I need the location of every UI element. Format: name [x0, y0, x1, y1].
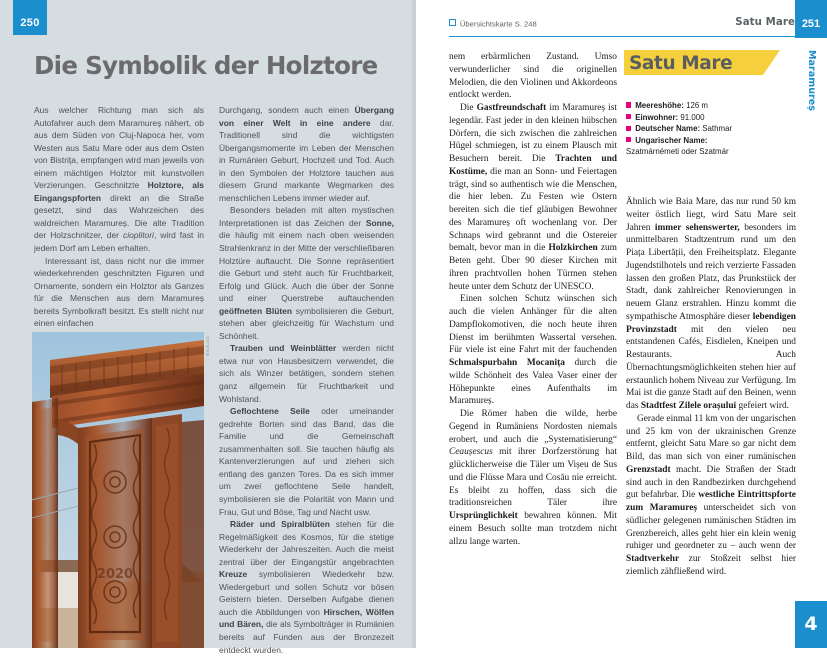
fact-label: Ungarischer Name: [635, 135, 708, 145]
fact-label: Einwohner: [635, 112, 679, 122]
right-page [416, 0, 827, 648]
fact-label: Deutscher Name: [635, 124, 701, 134]
fact-value-continuation: Szatmárnémeti oder Szatmár [626, 147, 729, 157]
paragraph: Durchgang, sondern auch einen Übergang von einer Welt in eine andere dar. Traditionell sind die wichtigsten Übergangsmomente im Leben der Menschen in Rumänien Geburt, Hochzeit und Tod. Auch in den Symbolen der Holztore tauchen aus diesem Grund markante Wegmarken des menschlichen Lebens immer wieder auf. [219, 105, 394, 203]
paragraph: Besonders beladen mit alten mystischen Interpretationen ist das Zeichen der Sonne, die häufig mit einem nach oben weisenden Strahlenkranz in der Mitte der verschließbaren Holztüre auftaucht. Die Sonne repräsentiert die Geburt und steht auch für Fruchtbarkeit, Erfolg und Glück. Auch die über der Sonne und einer Querstrebe auftauchenden geöffneten Blüten symbolisieren die Geburt, stehen aber gleichzeitig für Wachstum und Schönheit. [219, 205, 394, 341]
paragraph: nem erbärmlichen Zustand. Umso verwunderlicher sind die originellen Melodien, die den Violinen und Akkordeons entlockt werden. [449, 52, 617, 101]
paragraph: Trauben und Weinblätter werden nicht etwa nur von Hausbesitzern verwendet, die sich als Winzer betätigen, sondern stehen ganz allgemein für Fruchtbarkeit und Wohlstand. [219, 343, 394, 404]
header-overview-map-reference [449, 19, 537, 28]
page-title: Die Symbolik der Holztore [34, 51, 378, 80]
fact-value: Sathmar [700, 124, 733, 134]
section-banner [624, 50, 780, 75]
city-facts-list [626, 100, 798, 158]
paragraph: Geflochtene Seile oder umeinander gedrehte Borten sind das Band, das die Familie und die Gemeinschaft zusammenhalten soll. Sie tauchen häufig als Kantenverzierungen auf und ziehen sich entlang des ganzen Tores. Da es sich immer um zwei geflochtene Seile handelt, symbolisieren sie die Polarität von Mann und Frau, Gut und Böse, Tag und Nacht usw. [219, 406, 394, 517]
fact-row [626, 100, 798, 112]
paragraph: Die Gastfreundschaft im Maramureș ist legendär. Fast jeder in den kleinen hübschen Dörfern, die sich zwischen die zahlreichen Hügel schmiegen, ist zu einem Plausch mit Besuchern bereit. Die Trachten und Kostüme, die man an Sonn- und Feiertagen trägt, sind so authentisch wie die Menschen, die hier leben. Zu Festen wie Ostern bereiten sich die tief gläubigen Bewohner des Maramureș oft wochenlang vor. Der Schnaps wird gebrannt und die Ostereier bemalt, bevor man in die Holzkirchen zum Beten geht. Über 90 dieser Kirchen mit ihren prachtvollen hohen Türmen stehen heute unter dem Schutz der UNESCO. [449, 103, 618, 292]
page-number-left: 250 [20, 17, 40, 29]
square-bullet-icon [626, 126, 631, 131]
section-banner-title: Satu Mare [629, 53, 733, 74]
fact-row [626, 112, 798, 124]
fact-row [626, 123, 798, 135]
side-tab-maramures [795, 44, 827, 204]
page-number-right: 251 [801, 18, 821, 30]
map-square-icon [449, 19, 456, 26]
paragraph: Ähnlich wie Baia Mare, das nur rund 50 km weiter östlich liegt, wird Satu Mare seit Jahren immer sehenswerter, besonders im unmittelbaren Stadtzentrum rund um den Piața Libertății, den Freiheitsplatz. Elegante Jugendstilhotels und reich verzierte Fassaden lassen den großen Platz, das Prunkstück der Stadt, dank zahlreicher Renovierungen in neuem Glanz erstrahlen. Hinzu kommt die sympathische Atmosphäre dieser lebendigen Provinzstadt mit den vielen neu entstandenen Cafés, Eisdielen, Kneipen und Restaurants. Auch Übernachtungsmöglichkeiten stehen hier auf erstaunlich hohem Niveau zur Verfügung. Im Mai ist die ganze Stadt auf den Beinen, wenn das Stadtfest Zilele orașului gefeiert wird. [626, 197, 797, 411]
left-page [0, 0, 412, 655]
wooden-gate-photo [32, 332, 204, 648]
fact-value: 126 m [683, 101, 708, 110]
paragraph: Räder und Spiralblüten stehen für die Regelmäßigkeit des Kosmos, für die stetige Wiederkehr der Jahreszeiten. Auch die meist zentral über der Eingangstür angebrachten Kreuze symbolisieren Wiederkehr bzw. Wiedergeburt und sollen Schutz vor bösen Geistern bieten. Derselben Aufgabe dienen auch die Abbildungen von Hirschen, Wölfen und Bären, die als Symbolträger in Rumänien bereits auf Funden aus der Bronzezeit entdeckt wurden. [219, 519, 395, 655]
svg-text:2020: 2020 [96, 567, 134, 582]
paragraph: Gerade einmal 11 km von der ungarischen und 25 km von der ukrainischen Grenze entfernt, gleicht Satu Mare so gar nicht dem Bild, das man sich von einer rumänischen Grenzstadt macht. Die Straßen der Stadt sind auch in den Randbezirken durchgehend gut befahrbar. Die westliche Eintrittspforte zum Maramureș unterscheidet sich von südlicher gelegenen rumänischen Städten im Grenzbereich, alles geht hier ein klein wenig ruhiger und geordneter zu – auch wenn der Stadtverkehr zur Stoßzeit selbst hier ziemlich zähfließend wird. [626, 413, 796, 577]
page-number-block-right [795, 0, 827, 38]
header-section-title: Satu Mare [735, 17, 795, 28]
paragraph: Aus welcher Richtung man sich als Autofahrer auch dem Maramureș nähert, ob aus dem Süden von Cluj-Napoca her, vom Westen aus Satu Mare oder aus dem Osten von Bistrița, empfangen wird man jeweils von einem mächtigen Holztor mit kunstvollen Verzierungen. Geschnitzte Holztore, als Eingangspforten direkt an die Straße gesetzt, sind das Wahrzeichen des waldreichen Maramureș. Die alte Tradition der Holzschnitzer, der cioplitori, wird fast in jedem Dorf am Leben erhalten. [34, 105, 204, 254]
paragraph: Interessant ist, dass nicht nur die immer wiederkehrenden geschnitzten Figuren und Ornamente, sondern ein Holztor als Ganzes für die Menschen aus dem Maramureș bereits Symbolkraft besitzt. Es stellt nicht nur einen einfachen [34, 255, 204, 329]
chapter-number: 4 [804, 613, 818, 635]
fact-row [626, 135, 798, 147]
chapter-number-block [795, 601, 827, 648]
fact-value: 91.000 [678, 112, 705, 122]
left-column-a [34, 104, 204, 330]
side-tab-label: Maramureș [806, 50, 817, 112]
right-column-b [626, 196, 796, 579]
paragraph: Einen solchen Schutz wünschen sich auch die vielen Anhänger für die alten Dampflokomotiven, die noch heute ihren Dienst im berühmten Wassertal versehen. Für viele ist eine Fahrt mit der fauchenden Schmalspurbahn Mocanița durch die wilde Schönheit des Valea Vaser einer der Höhepunkte eines Aufenthalts im Maramureș. [449, 294, 617, 407]
header-overview-map-label: Übersichtskarte S. 248 [459, 19, 537, 29]
paragraph: Die Römer haben die wilde, herbe Gegend in Rumäniens Nordosten niemals erobert, und auch die „Systematisierung“ Ceaușescus mit ihrer Dorfzerstörung hat glücklicherweise die Täler um Vișeu de Sus und die Flüsse Mara und Cosău nie erreicht. Es bleibt zu hoffen, dass sich die traditionsreichen Täler ihre Ursprünglichkeit bewahren können. Mit einem Besuch sollte man trotzdem nicht allzu lange warten. [449, 409, 617, 547]
header-rule [449, 36, 795, 37]
square-bullet-icon [626, 102, 631, 107]
left-column-b [219, 104, 394, 656]
square-bullet-icon [626, 114, 631, 119]
square-bullet-icon [626, 137, 631, 142]
page-number-block-left [13, 0, 47, 35]
right-column-a [449, 51, 617, 548]
fact-label: Meereshöhe: [635, 101, 684, 110]
photo-credit: stock.xox [205, 336, 210, 357]
